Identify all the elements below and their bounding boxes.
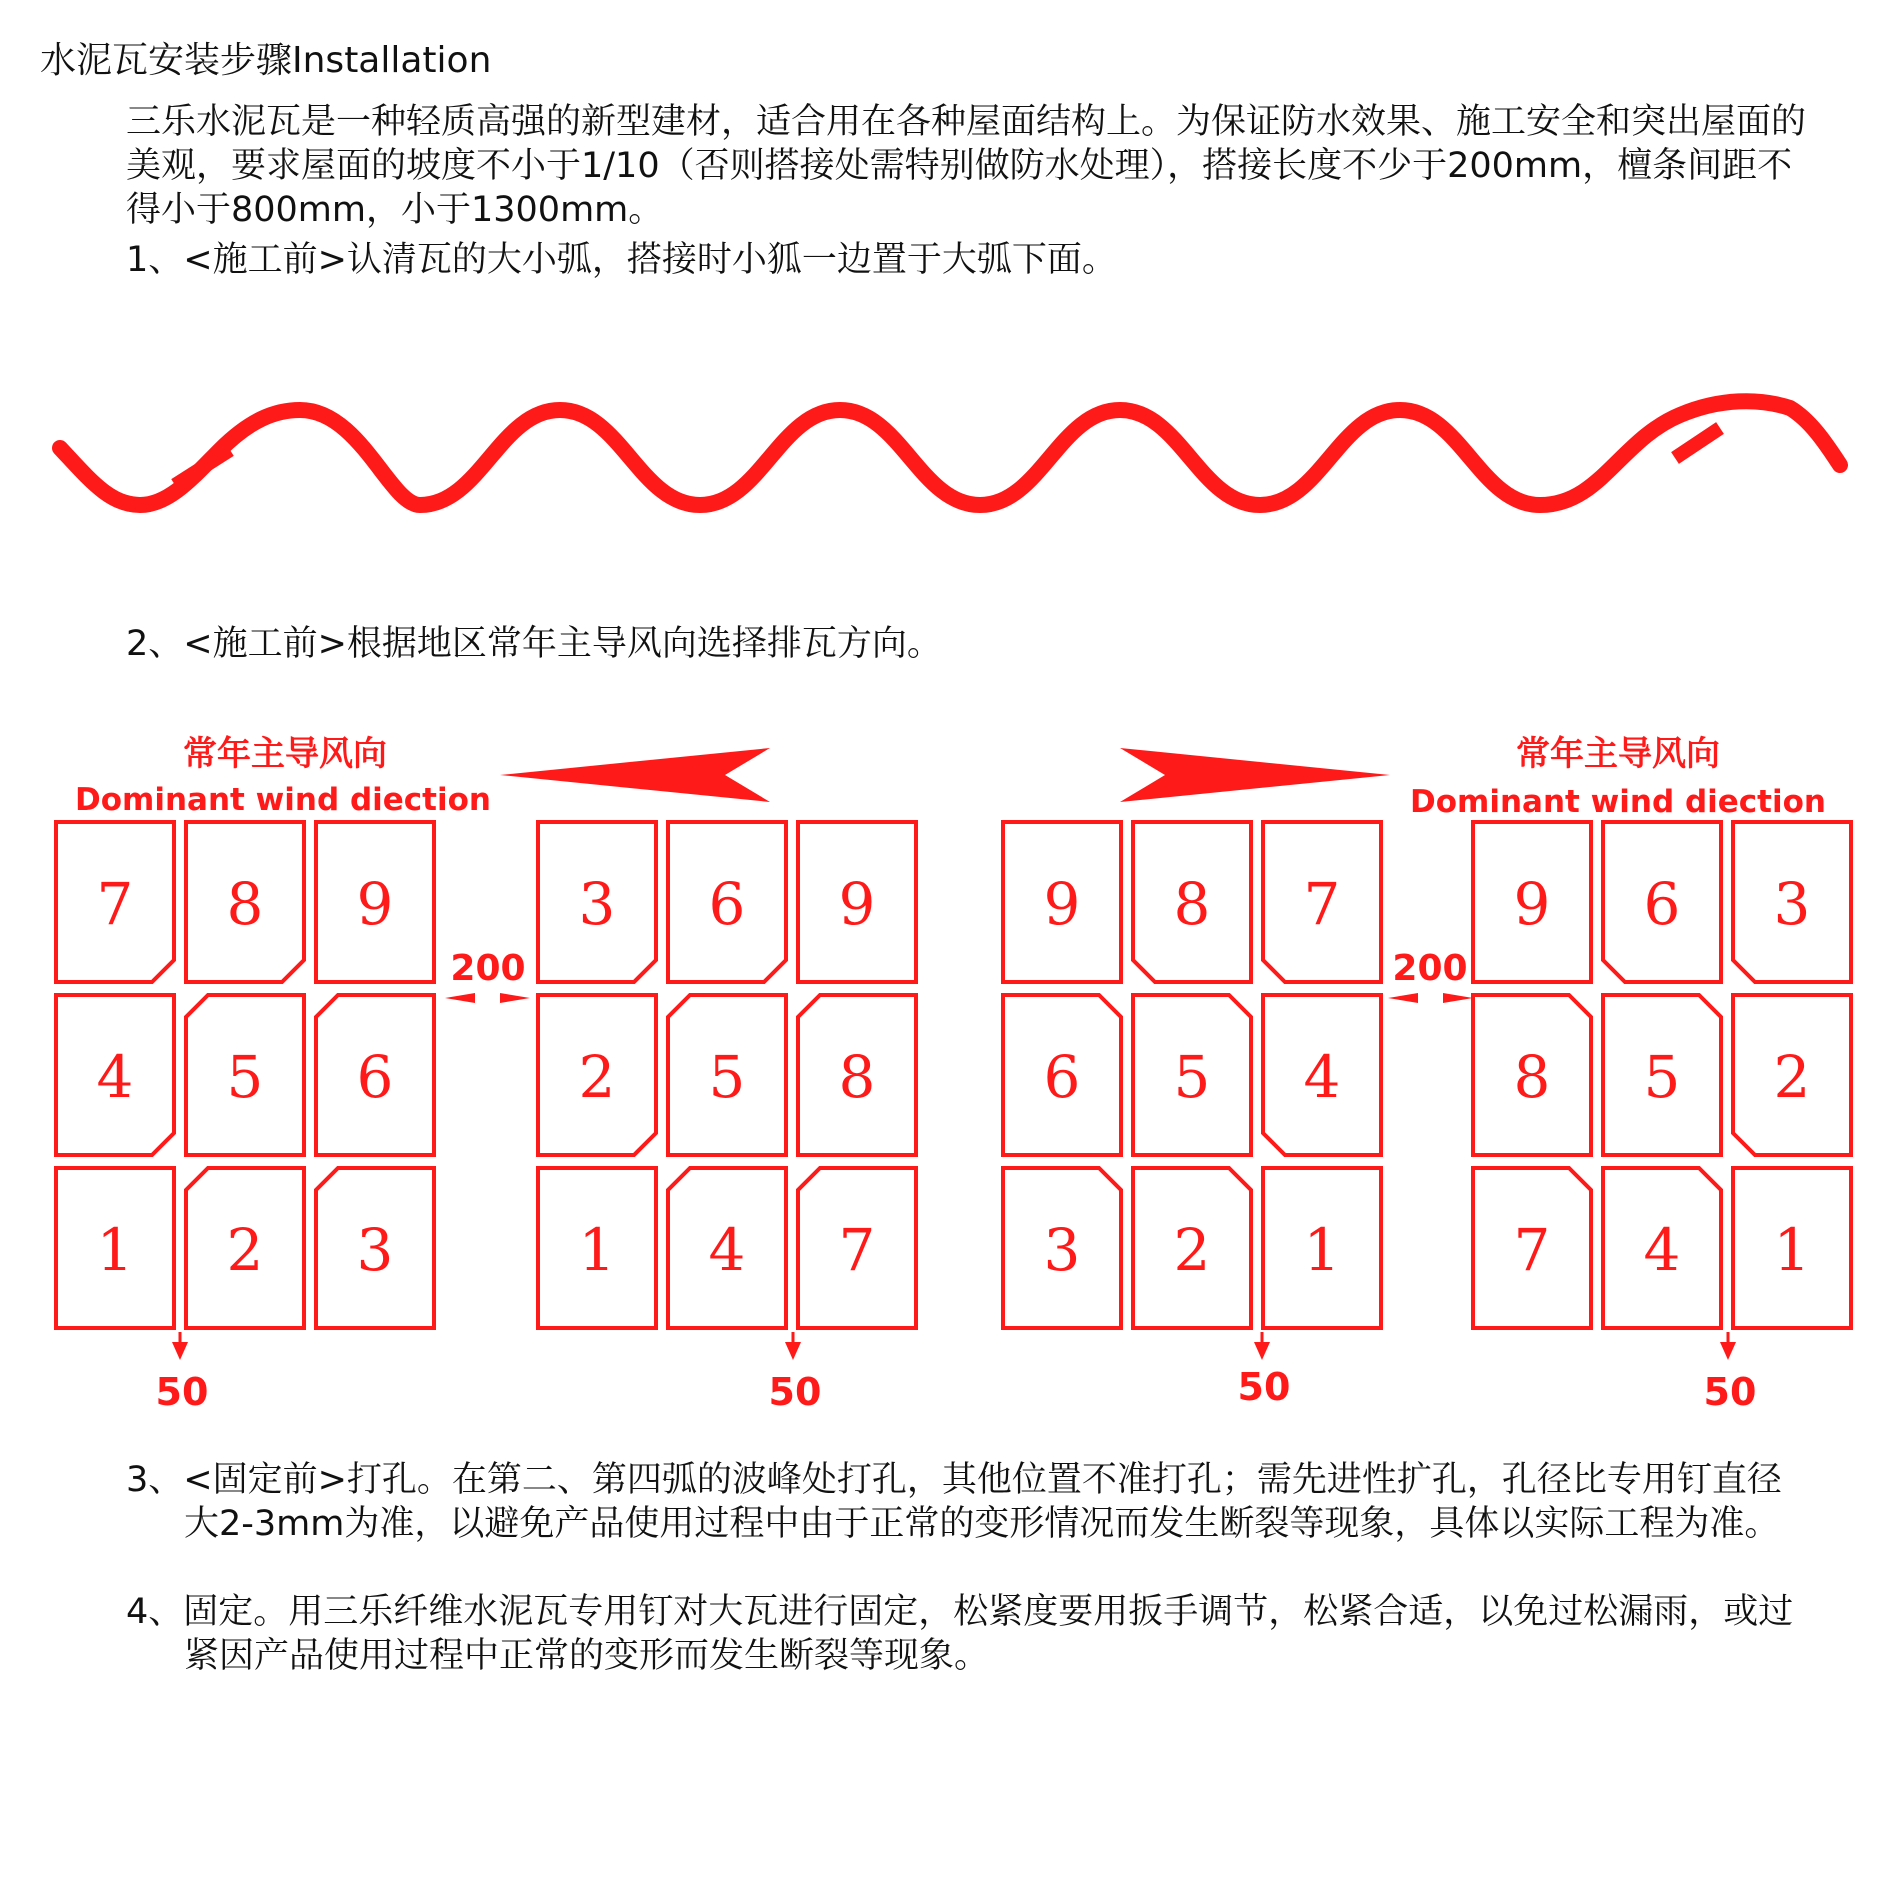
- overlap-arrow-left-b: [500, 993, 530, 1003]
- svg-text:50: 50: [768, 1370, 822, 1414]
- overlap-arrow-right-a: [1388, 993, 1418, 1003]
- tile-number: 7: [96, 870, 134, 938]
- wind-label-en-left: Dominant wind diection: [75, 782, 491, 818]
- tile-number: 2: [226, 1216, 264, 1284]
- tile-number: 4: [1643, 1216, 1681, 1284]
- tile-number: 6: [708, 870, 746, 938]
- overlap-label-right: 200: [1392, 948, 1468, 989]
- tile-number: 2: [1173, 1216, 1211, 1284]
- tile-number: 8: [226, 870, 264, 938]
- tile-number: 1: [1773, 1216, 1811, 1284]
- tile-number: 9: [1043, 870, 1081, 938]
- tile-number: 6: [1643, 870, 1681, 938]
- tile-number: 7: [838, 1216, 876, 1284]
- tile-number: 9: [1513, 870, 1551, 938]
- step-2-text: 2、<施工前>根据地区常年主导风向选择排瓦方向。: [126, 624, 942, 664]
- overlap-arrow-right-b: [1443, 993, 1473, 1003]
- tile-number: 5: [1173, 1043, 1211, 1111]
- tile-number: 1: [578, 1216, 616, 1284]
- step-1-text: 1、<施工前>认清瓦的大小弧，搭接时小狐一边置于大弧下面。: [126, 240, 1117, 280]
- page-title: 水泥瓦安装步骤Installation: [40, 40, 492, 81]
- svg-text:50: 50: [1703, 1370, 1757, 1414]
- tile-number: 4: [708, 1216, 746, 1284]
- svg-text:50: 50: [1237, 1365, 1291, 1409]
- tile-number: 3: [356, 1216, 394, 1284]
- offset-marker-d: [1704, 1332, 1757, 1414]
- overlap-arrow-left-a: [445, 993, 475, 1003]
- tile-layout-diagram: [0, 720, 1900, 1420]
- tile-number: 8: [1513, 1043, 1551, 1111]
- tile-number: 1: [1303, 1216, 1341, 1284]
- wind-label-en-right: Dominant wind diection: [1410, 784, 1826, 820]
- wind-arrow-right: [1120, 748, 1390, 802]
- tile-number: 8: [1173, 870, 1211, 938]
- tile-number: 4: [1303, 1043, 1341, 1111]
- tile-number: 1: [96, 1216, 134, 1284]
- tile-number: 7: [1513, 1216, 1551, 1284]
- tile-number: 3: [578, 870, 616, 938]
- tile-number: 5: [226, 1043, 264, 1111]
- tile-number: 6: [356, 1043, 394, 1111]
- tile-grids: [56, 822, 1851, 1328]
- tile-number: 3: [1773, 870, 1811, 938]
- wind-label-cn-left: 常年主导风向: [183, 734, 387, 774]
- wave-curve: [60, 401, 1840, 505]
- tile-number: 3: [1043, 1216, 1081, 1284]
- step-4-text: 4、固定。用三乐纤维水泥瓦专用钉对大瓦进行固定，松紧度要用扳手调节，松紧合适，以免过松漏雨，或过紧因产品使用过程中正常的变形而发生断裂等现象。: [126, 1592, 1794, 1676]
- tile-number: 9: [356, 870, 394, 938]
- tile-number: 8: [838, 1043, 876, 1111]
- intro-paragraph: 三乐水泥瓦是一种轻质高强的新型建材，适合用在各种屋面结构上。为保证防水效果、施工安全和突出屋面的美观，要求屋面的坡度不小于1/10（否则搭接处需特别做防水处理），搭接长度不少于200mm，檀条间距不得小于800mm，小于1300mm。: [126, 102, 1807, 230]
- tile-number: 7: [1303, 870, 1341, 938]
- offset-marker-b: [769, 1332, 822, 1414]
- tile-number: 4: [96, 1043, 134, 1111]
- tile-number: 2: [1773, 1043, 1811, 1111]
- tile-wave-profile: [0, 380, 1900, 540]
- tile-number: 9: [838, 870, 876, 938]
- overlap-left-mark: [175, 450, 230, 485]
- wind-label-cn-right: 常年主导风向: [1516, 734, 1720, 774]
- step-3-text: 3、<固定前>打孔。在第二、第四弧的波峰处打孔，其他位置不准打孔；需先进性扩孔，孔径比专用钉直径大2-3mm为准，以避免产品使用过程中由于正常的变形情况而发生断裂等现象，具体以实际工程为准。: [126, 1460, 1782, 1544]
- svg-text:50: 50: [155, 1370, 209, 1414]
- overlap-right-mark: [1675, 428, 1720, 458]
- offset-marker-c: [1238, 1332, 1291, 1409]
- overlap-label-left: 200: [450, 948, 526, 989]
- offset-marker-a: [156, 1332, 209, 1414]
- tile-number: 6: [1043, 1043, 1081, 1111]
- tile-number: 5: [1643, 1043, 1681, 1111]
- tile-number: 5: [708, 1043, 746, 1111]
- tile-number: 2: [578, 1043, 616, 1111]
- wind-arrow-left: [500, 748, 770, 802]
